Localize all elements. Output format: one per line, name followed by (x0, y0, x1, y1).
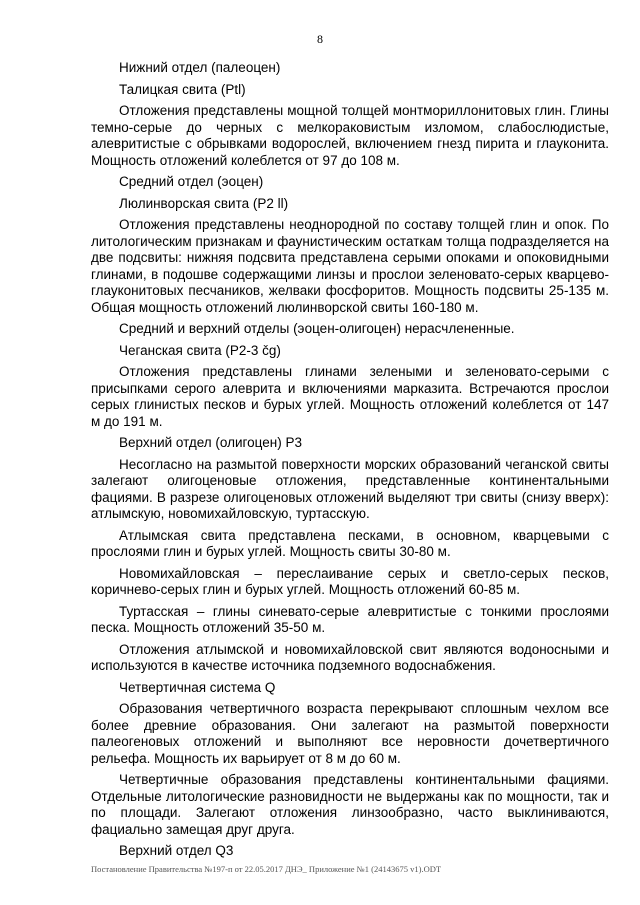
section-heading: Нижний отдел (палеоцен) (119, 60, 281, 75)
paragraph: Четвертичные образования представлены континентальными фациями. Отдельные литологические разновидности не выдержаны как по мощности, так и по площади. Залегают отложения линзообразно, часто выклиниваются, фациально замещая друг друга. (91, 772, 609, 837)
section-heading: Верхний отдел Q3 (119, 843, 234, 858)
paragraph: Отложения представлены неоднородной по составу толщей глин и опок. По литологическим признакам и фаунистическим остаткам толща подразделяется на две подсвиты: нижняя подсвита представлена серыми опоками и опоковидными глинами, в подошве содержащими линзы и прослои зеленовато-серых кварцево-глауконитовых песчаников, желваки фосфоритов. Мощность подсвиты 25-135 м. Общая мощность отложений люлинворской свиты 160-180 м. (91, 217, 609, 315)
paragraph: Образования четвертичного возраста перекрывают сплошным чехлом все более древние образования. Они залегают на размытой поверхности палеогеновых отложений и выполняют все неровности дочетвертичного рельефа. Мощность их варьирует от 8 м до 60 м. (91, 701, 609, 766)
formation-heading: Талицкая свита (Ptl) (119, 81, 246, 97)
paragraph: Отложения атлымской и новомихайловской свит являются водоносными и используются в качестве источника подземного водоснабжения. (91, 641, 609, 673)
paragraph: Несогласно на размытой поверхности морских образований чеганской свиты залегают олигоценовые отложения, представленные континентальными фациями. В разрезе олигоценовых отложений выделяют три свиты (снизу вверх): атлымскую, новомихайловскую, туртасскую. (91, 456, 609, 521)
section-heading: Средний отдел (эоцен) (119, 174, 264, 189)
paragraph: Отложения представлены глинами зелеными и зеленовато-серыми с присыпками серого алеврита и включениями марказита. Встречаются прослои серых глинистых песков и бурых углей. Мощность отложений колеблется от 147 м до 191 м. (91, 364, 609, 429)
formation-heading: Чеганская свита (P2-3 čg) (119, 342, 281, 358)
paragraph: Отложения представлены мощной толщей монтмориллонитовых глин. Глины темно-серые до черных с мелкораковистым изломом, слабослюдистые, алевритистые с обрывками водорослей, включением гнезд пирита и глауконита. Мощность отложений колеблется от 97 до 108 м. (91, 103, 609, 168)
paragraph: Новомихайловская – переслаивание серых и светло-серых песков, коричнево-серых глин и бурых углей. Мощность отложений 60-85 м. (91, 565, 609, 597)
section-heading: Средний и верхний отделы (эоцен-олигоцен) нерасчлененные. (119, 321, 515, 336)
document-body (91, 60, 609, 865)
section-heading: Четвертичная система Q (119, 679, 276, 695)
page-number: 8 (317, 32, 323, 46)
page-footer: Постановление Правительства №197-п от 22.05.2017 ДНЭ_ Приложение №1 (24143675 v1).ODT (91, 864, 442, 874)
paragraph: Атлымская свита представлена песками, в основном, кварцевыми с прослоями глин и бурых углей. Мощность свиты 30-80 м. (91, 527, 609, 559)
formation-heading: Люлинворская свита (P2 ll) (119, 195, 289, 211)
paragraph: Туртасская – глины синевато-серые алевритистые с тонкими прослоями песка. Мощность отложений 35-50 м. (91, 603, 609, 635)
section-heading: Верхний отдел (олигоцен) P3 (119, 435, 302, 450)
